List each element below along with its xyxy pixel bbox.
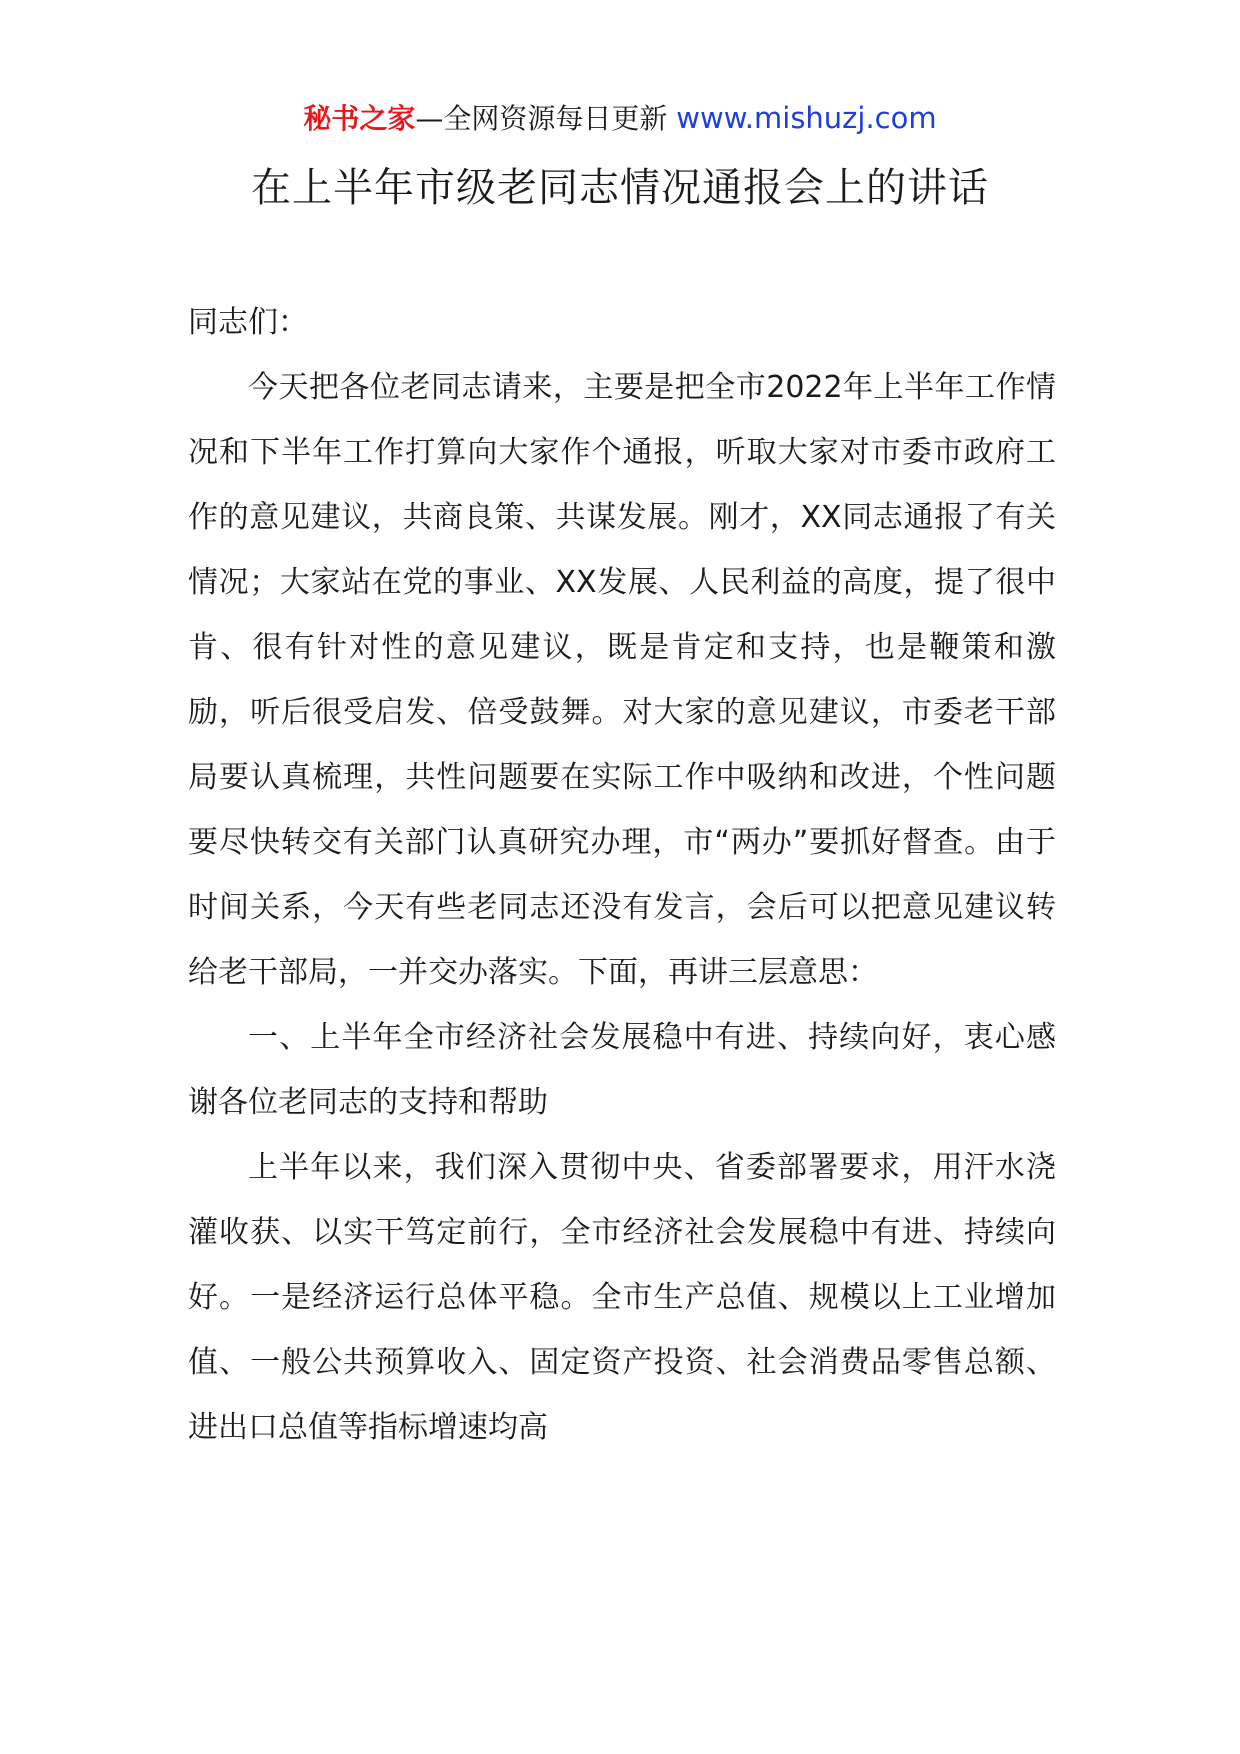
header-banner [0,98,1240,139]
salutation: 同志们： [188,305,308,340]
document-title: 在上半年市级老同志情况通报会上的讲话 [251,165,989,211]
paragraph: 今天把各位老同志请来，主要是把全市2022年上半年工作情况和下半年工作打算向大家作个通报，听取大家对市委市政府工作的意见建议，共商良策、共谋发展。刚才，XX同志通报了有关情况；大家站在党的事业、XX发展、人民利益的高度，提了很中肯、很有针对性的意见建议，既是肯定和支持，也是鞭策和激励，听后很受启发、倍受鼓舞。对大家的意见建议，市委老干部局要认真梳理，共性问题要在实际工作中吸纳和改进，个性问题要尽快转交有关部门认真研究办理，市“两办”要抓好督查。由于时间关系，今天有些老同志还没有发言，会后可以把意见建议转给老干部局，一并交办落实。下面，再讲三层意思： [188,370,1056,990]
brand-slogan: —全网资源每日更新 [415,102,668,135]
paragraph: 上半年以来，我们深入贯彻中央、省委部署要求，用汗水浇灌收获、以实干笃定前行，全市经济社会发展稳中有进、持续向好。一是经济运行总体平稳。全市生产总值、规模以上工业增加值、一般公共预算收入、固定资产投资、社会消费品零售总额、进出口总值等指标增速均高 [188,1150,1056,1445]
section-heading: 一、上半年全市经济社会发展稳中有进、持续向好，衷心感谢各位老同志的支持和帮助 [188,1020,1056,1120]
brand-name: 秘书之家 [303,102,416,135]
website-link[interactable]: www.mishuzj.com [676,101,937,135]
document-body [188,290,1056,1460]
